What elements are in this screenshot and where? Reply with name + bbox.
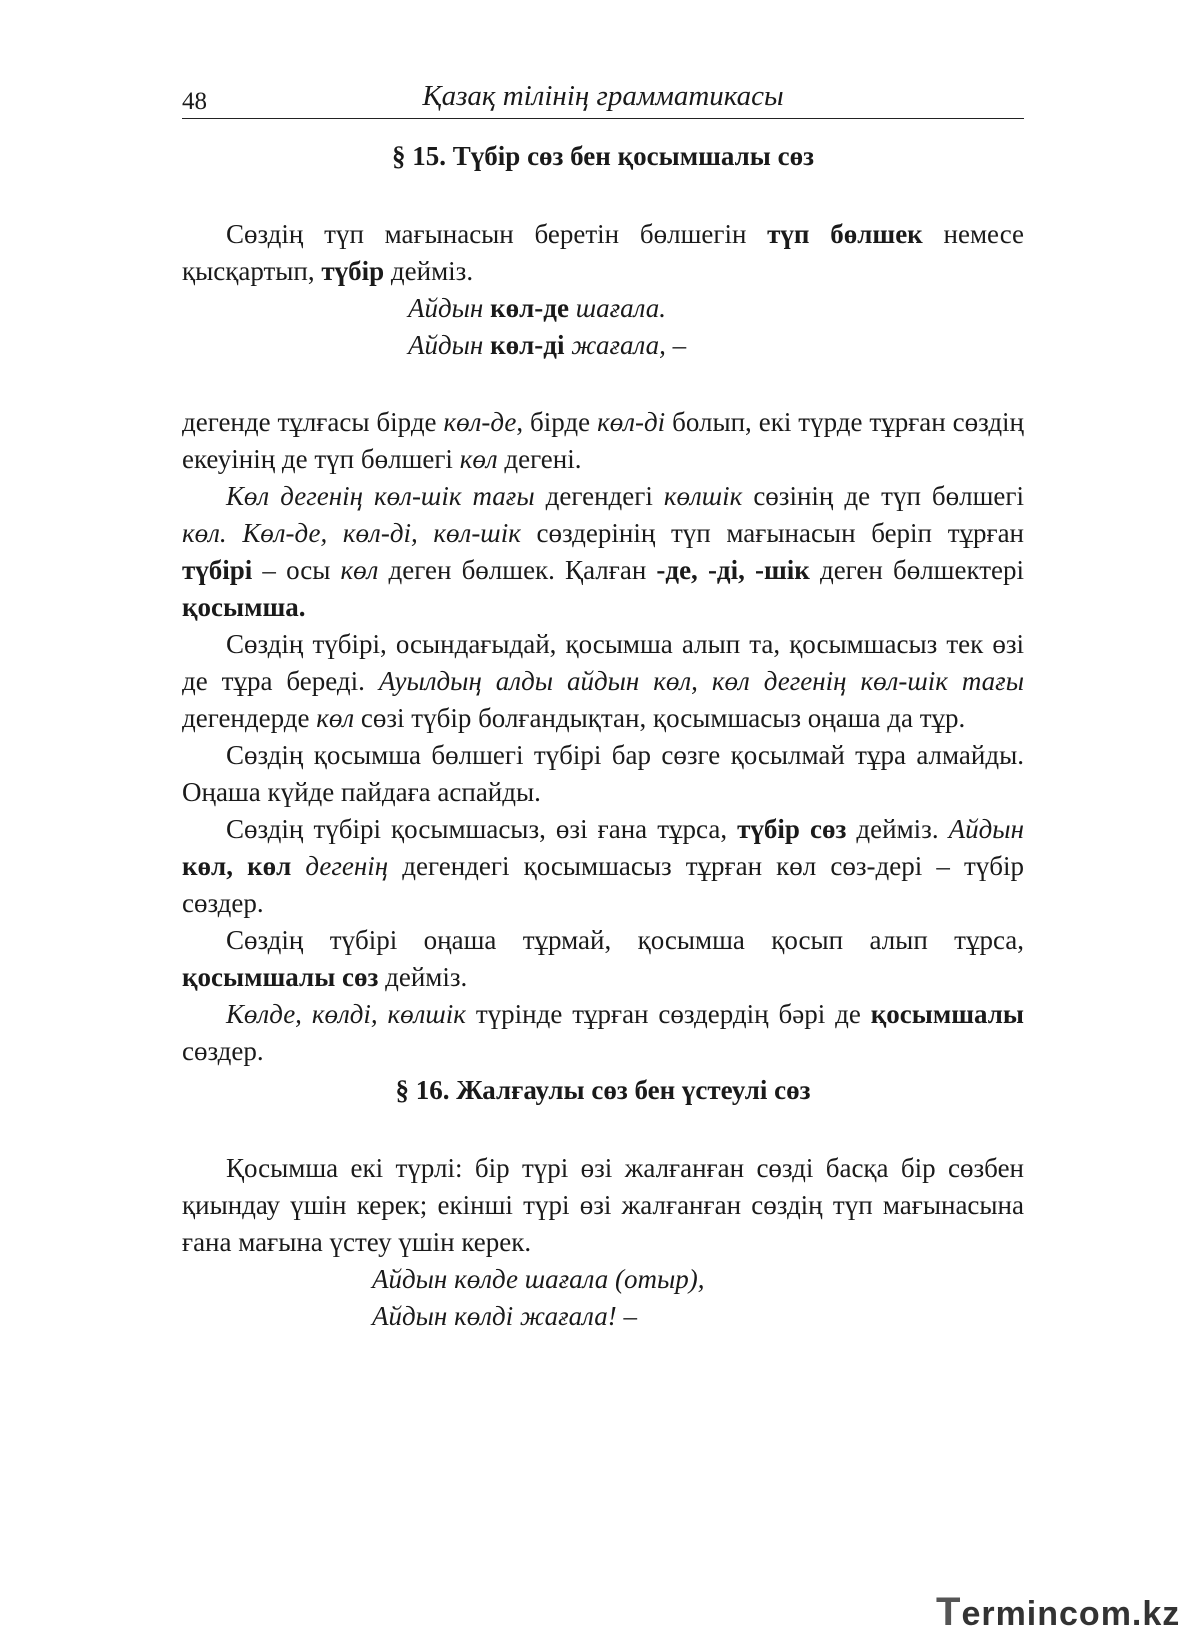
verse-line: Айдын көл-ді жағала, – <box>408 330 687 360</box>
running-header <box>182 78 1024 119</box>
termincom-watermark-logo: Termincom.kz <box>936 1590 1180 1634</box>
s15-verse <box>182 290 1024 364</box>
running-title: Қазақ тілінің грамматикасы <box>422 80 784 112</box>
verse-line: Айдын көлді жағала! – <box>372 1301 638 1331</box>
section-15-heading: § 15. Түбір сөз бен қосымшалы сөз <box>392 141 814 171</box>
s15-paragraph-1: Сөздің түп мағынасын беретін бөлшегін түп бөлшек немесе қысқартып, түбір дейміз. <box>182 219 1024 286</box>
verse-line: Айдын көлде шағала (отыр), <box>372 1264 705 1294</box>
s15-paragraph-8: Көлде, көлді, көлшік түрінде тұрған сөздердің бәрі де қосымшалы сөздер. <box>182 999 1024 1066</box>
s16-paragraph-1: Қосымша екі түрлі: бір түрі өзі жалғанған сөзді басқа бір сөзбен қиындау үшін керек; екінші түрі өзі жалғанған сөздің түп мағынасына ғана мағына үстеу үшін керек. <box>182 1153 1024 1257</box>
s16-verse <box>182 1261 1024 1335</box>
s15-paragraph-4: Сөздің түбірі, осындағыдай, қосымша алып та, қосымшасыз тек өзі де тұра береді. Ауылдың алды айдын көл, көл дегенің көл-шік тағы дегендерде көл сөзі түбір болғандықтан, қосымшасыз оңаша да тұр. <box>182 629 1024 733</box>
page-body <box>182 136 1024 1335</box>
s15-paragraph-2: дегенде тұлғасы бірде көл-де, бірде көл-ді болып, екі түрде тұрған сөздің екеуінің де түп бөлшегі көл дегені. <box>182 407 1025 474</box>
s15-paragraph-5: Сөздің қосымша бөлшегі түбірі бар сөзге қосылмай тұра алмайды. Оңаша күйде пайдаға аспайды. <box>182 740 1024 807</box>
verse-line: Айдын көл-де шағала. <box>408 293 666 323</box>
section-16-heading: § 16. Жалғаулы сөз бен үстеулі сөз <box>395 1075 811 1105</box>
page-number: 48 <box>182 88 207 115</box>
s15-paragraph-6: Сөздің түбірі қосымшасыз, өзі ғана тұрса, түбір сөз дейміз. Айдын көл, көл дегенің дегендегі қосымшасыз тұрған көл сөз-дері – түбір сөздер. <box>182 814 1024 918</box>
s15-paragraph-7: Сөздің түбірі оңаша тұрмай, қосымша қосып алып тұрса, қосымшалы сөз дейміз. <box>182 925 1024 992</box>
s15-paragraph-3: Көл дегенің көл-шік тағы дегендегі көлшік сөзінің де түп бөлшегі көл. Көл-де, көл-ді, көл-шік сөздерінің түп мағынасын беріп тұрған түбірі – осы көл деген бөлшек. Қалған -де, -ді, -шік деген бөлшектері қосымша. <box>182 481 1025 622</box>
